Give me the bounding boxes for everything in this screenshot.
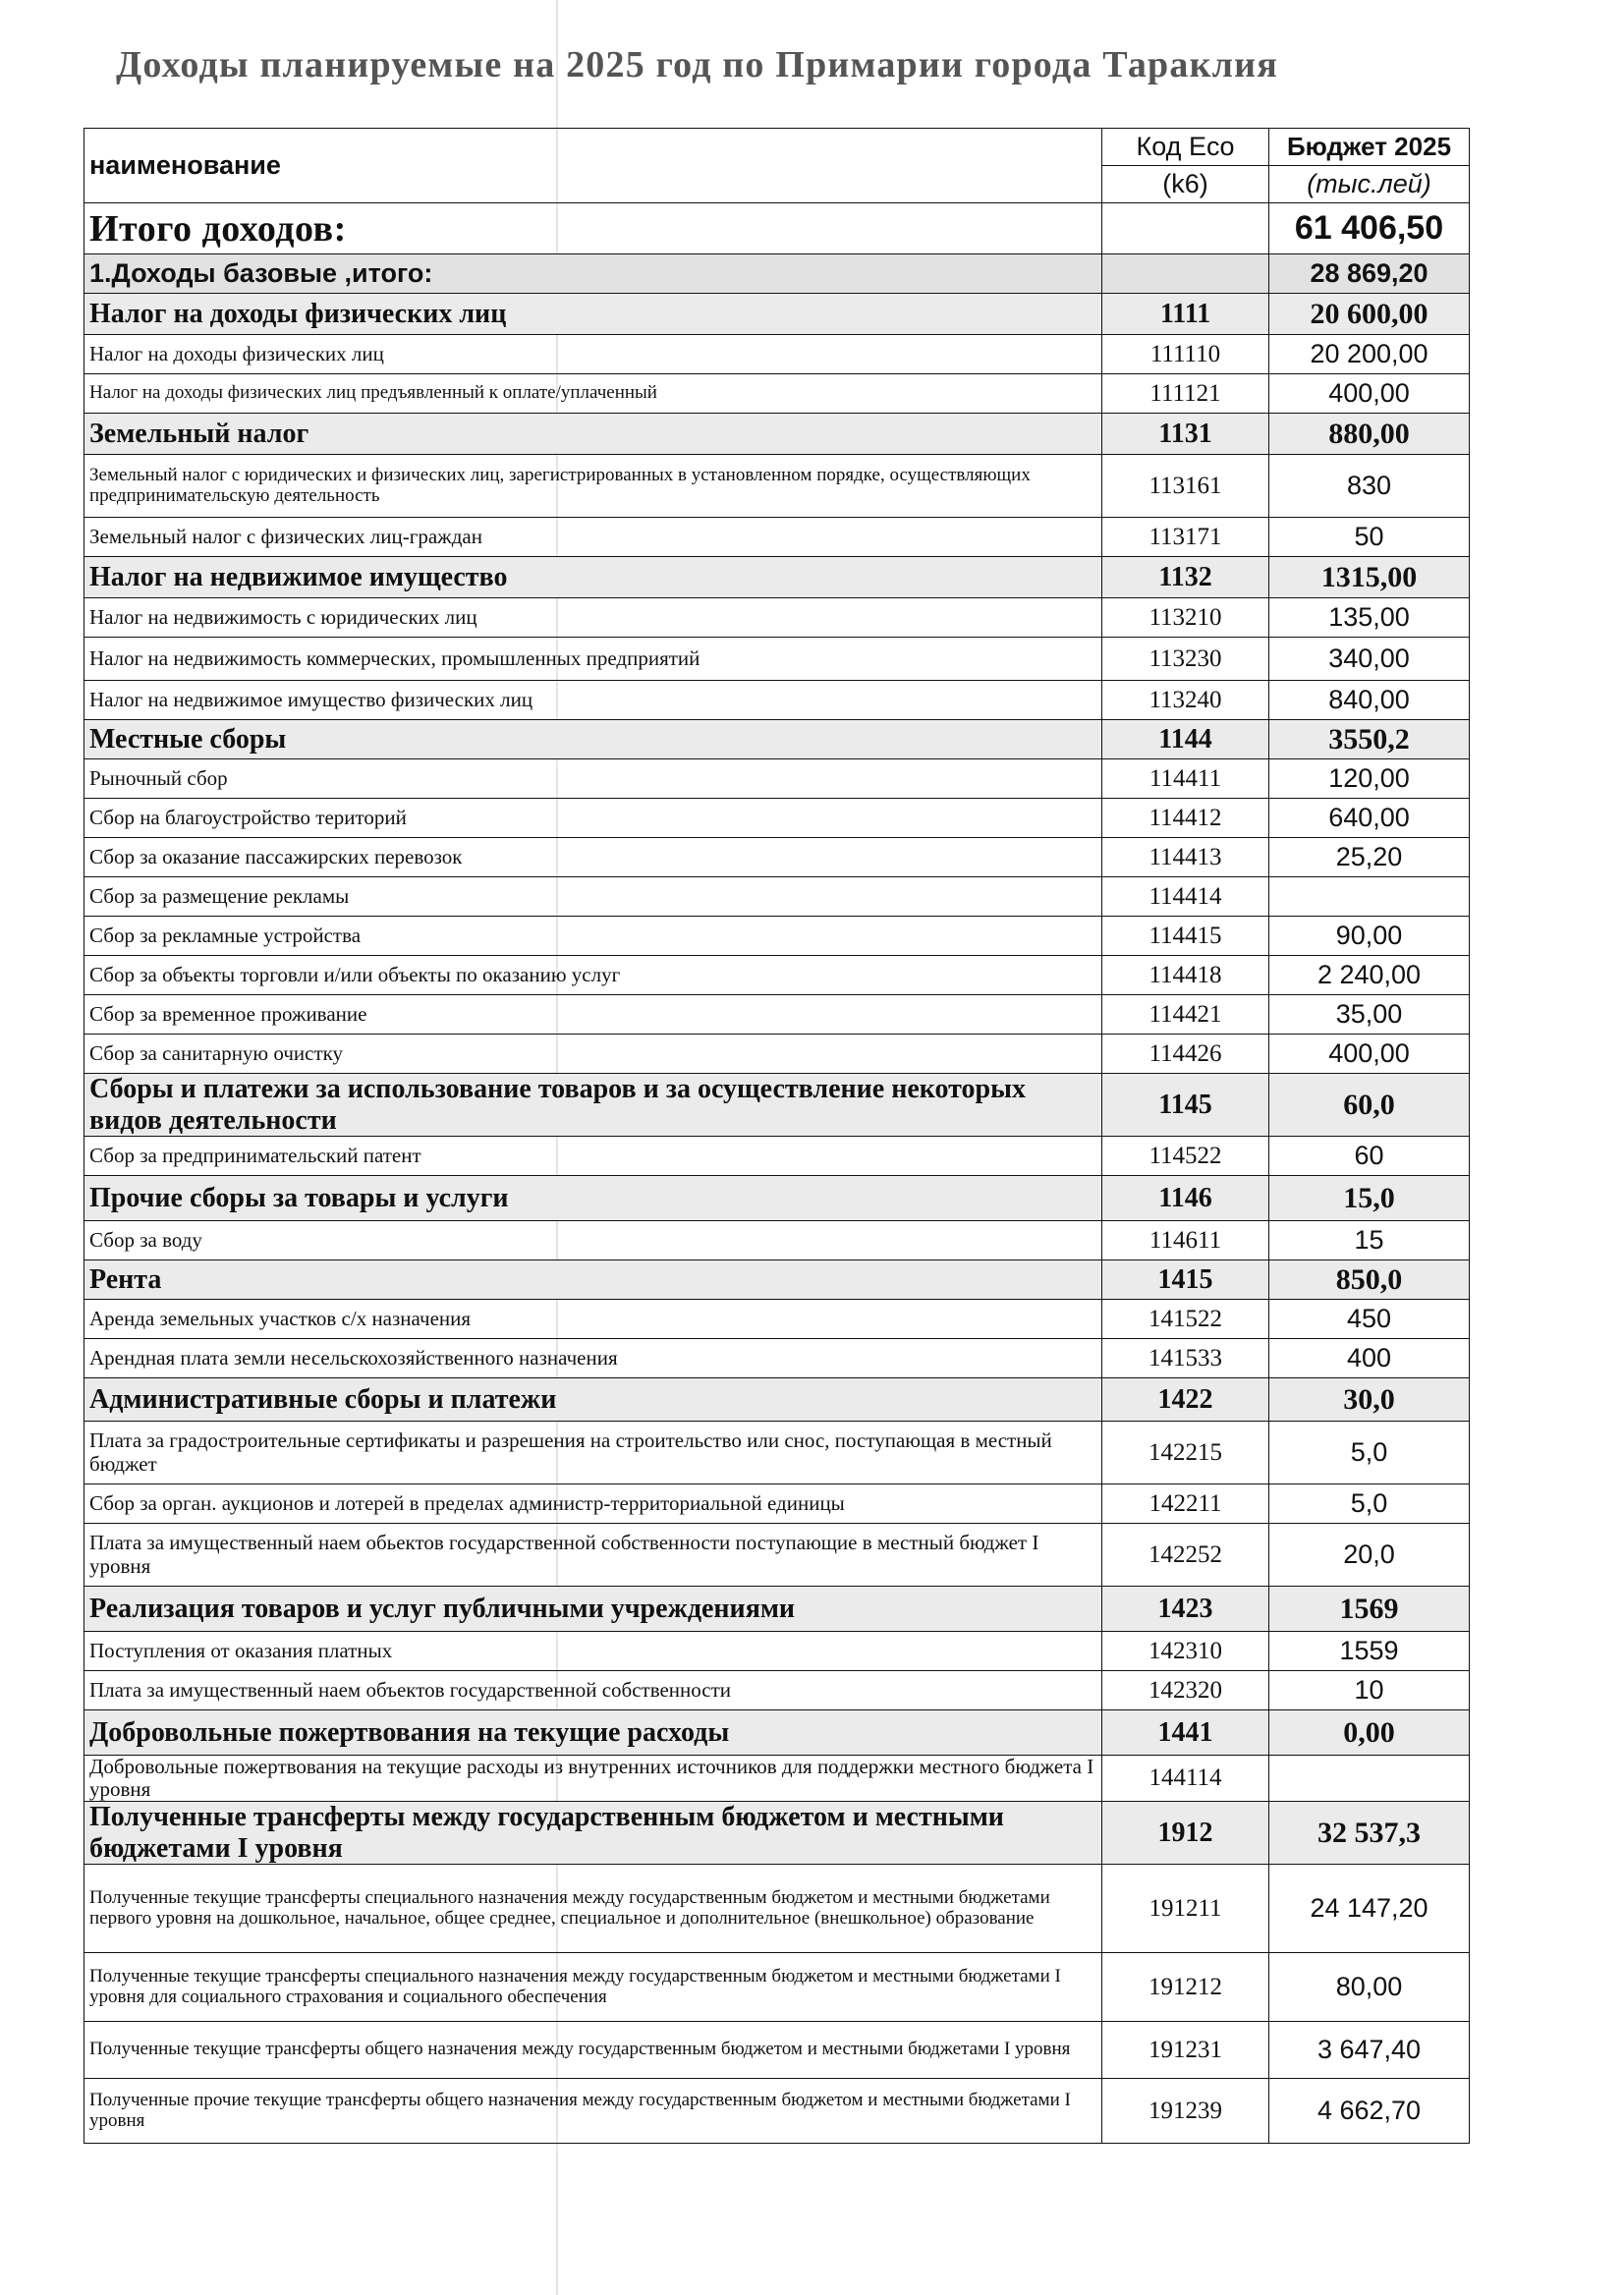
row-code: 114413 <box>1102 838 1269 877</box>
row-code: 142310 <box>1102 1632 1269 1671</box>
row-code: 191211 <box>1102 1865 1269 1953</box>
row-code: 141533 <box>1102 1339 1269 1378</box>
table-row <box>84 838 1470 877</box>
table-row <box>84 203 1470 254</box>
table-row <box>84 877 1470 917</box>
row-name: Сбор за оказание пассажирских перевозок <box>84 838 1102 877</box>
table-row <box>84 1710 1470 1756</box>
page-title: Доходы планируемые на 2025 год по Примарии города Тараклия <box>116 44 1279 85</box>
row-name: Налог на недвижимость коммерческих, промышленных предприятий <box>84 638 1102 681</box>
row-value: 850,0 <box>1269 1260 1470 1300</box>
row-value: 830 <box>1269 455 1470 518</box>
row-name: Сбор на благоустройство територий <box>84 799 1102 838</box>
row-value: 61 406,50 <box>1269 203 1470 254</box>
row-value: 35,00 <box>1269 995 1470 1035</box>
row-code: 114414 <box>1102 877 1269 917</box>
row-name: Поступления от оказания платных <box>84 1632 1102 1671</box>
row-name: Полученные текущие трансферты специального назначения между государственным бюджетом и местными бюджетами I уровня для социального страхования и социального обеспечения <box>84 1953 1102 2022</box>
row-value: 450 <box>1269 1300 1470 1339</box>
row-code: 1111 <box>1102 294 1269 335</box>
table-row <box>84 455 1470 518</box>
table-row <box>84 598 1470 638</box>
row-name: Налог на доходы физических лиц <box>84 294 1102 335</box>
row-name: Налог на недвижимое имущество физических лиц <box>84 681 1102 720</box>
row-name: Земельный налог с физических лиц-граждан <box>84 518 1102 557</box>
row-name: Реализация товаров и услуг публичными учреждениями <box>84 1587 1102 1632</box>
table-row <box>84 335 1470 374</box>
row-code: 142252 <box>1102 1524 1269 1587</box>
table-row <box>84 917 1470 956</box>
row-value: 28 869,20 <box>1269 254 1470 294</box>
row-code: 1415 <box>1102 1260 1269 1300</box>
row-name: Плата за имущественный наем обьектов государственной собственности поступающие в местный бюджет I уровня <box>84 1524 1102 1587</box>
row-code: 113210 <box>1102 598 1269 638</box>
table-row <box>84 1632 1470 1671</box>
row-value: 120,00 <box>1269 759 1470 799</box>
row-code: 1146 <box>1102 1176 1269 1221</box>
table-row <box>84 681 1470 720</box>
table-row <box>84 1260 1470 1300</box>
row-code: 114418 <box>1102 956 1269 995</box>
row-name: Добровольные пожертвования на текущие расходы <box>84 1710 1102 1756</box>
row-code <box>1102 254 1269 294</box>
table-row <box>84 1300 1470 1339</box>
row-value: 2 240,00 <box>1269 956 1470 995</box>
row-value: 1315,00 <box>1269 557 1470 598</box>
row-value: 32 537,3 <box>1269 1802 1470 1865</box>
row-value: 15,0 <box>1269 1176 1470 1221</box>
table-row <box>84 1587 1470 1632</box>
row-value: 15 <box>1269 1221 1470 1260</box>
row-code: 114426 <box>1102 1035 1269 1074</box>
row-code: 1423 <box>1102 1587 1269 1632</box>
table-row <box>84 1865 1470 1953</box>
table-row <box>84 1137 1470 1176</box>
row-value <box>1269 1756 1470 1802</box>
table-row <box>84 1524 1470 1587</box>
row-value: 10 <box>1269 1671 1470 1710</box>
row-value: 20 600,00 <box>1269 294 1470 335</box>
header-code-unit: (k6) <box>1102 166 1269 203</box>
row-code: 114415 <box>1102 917 1269 956</box>
row-value: 400,00 <box>1269 1035 1470 1074</box>
revenue-table <box>84 128 1470 2144</box>
row-code: 142215 <box>1102 1422 1269 1484</box>
row-code: 114611 <box>1102 1221 1269 1260</box>
table-row <box>84 799 1470 838</box>
row-code: 191212 <box>1102 1953 1269 2022</box>
table-row <box>84 557 1470 598</box>
row-name: Сбор за временное проживание <box>84 995 1102 1035</box>
row-value: 60 <box>1269 1137 1470 1176</box>
row-code: 114522 <box>1102 1137 1269 1176</box>
row-code: 1131 <box>1102 414 1269 455</box>
row-name: Рента <box>84 1260 1102 1300</box>
row-code: 114412 <box>1102 799 1269 838</box>
row-code: 111110 <box>1102 335 1269 374</box>
row-name: Сборы и платежи за использование товаров и за осуществление некоторых видов деятельности <box>84 1074 1102 1137</box>
row-name: Плата за градостроительные сертификаты и разрешения на строительство или снос, поступающая в местный бюджет <box>84 1422 1102 1484</box>
row-value: 90,00 <box>1269 917 1470 956</box>
row-name: Рыночный сбор <box>84 759 1102 799</box>
header-code: Код Eco <box>1102 129 1269 166</box>
row-name: Сбор за предпринимательский патент <box>84 1137 1102 1176</box>
row-code: 1144 <box>1102 720 1269 759</box>
table-row <box>84 1802 1470 1865</box>
row-name: Налог на недвижимое имущество <box>84 557 1102 598</box>
row-value: 640,00 <box>1269 799 1470 838</box>
row-name: Сбор за орган. аукционов и лотерей в пределах администр-территориальной единицы <box>84 1484 1102 1524</box>
row-value: 50 <box>1269 518 1470 557</box>
row-value: 3550,2 <box>1269 720 1470 759</box>
table-row <box>84 759 1470 799</box>
row-code: 191231 <box>1102 2022 1269 2079</box>
table-row <box>84 1378 1470 1422</box>
row-code: 1145 <box>1102 1074 1269 1137</box>
row-code: 114411 <box>1102 759 1269 799</box>
row-name: Налог на доходы физических лиц предъявленный к оплате/уплаченный <box>84 374 1102 414</box>
row-code: 1441 <box>1102 1710 1269 1756</box>
row-name: Плата за имущественный наем объектов государственной собственности <box>84 1671 1102 1710</box>
row-value: 30,0 <box>1269 1378 1470 1422</box>
table-row <box>84 1221 1470 1260</box>
row-name: Местные сборы <box>84 720 1102 759</box>
row-value: 4 662,70 <box>1269 2079 1470 2144</box>
row-name: Полученные текущие трансферты общего назначения между государственным бюджетом и местными бюджетами I уровня <box>84 2022 1102 2079</box>
table-row <box>84 1176 1470 1221</box>
row-name: Аренда земельных участков с/х назначения <box>84 1300 1102 1339</box>
row-value: 3 647,40 <box>1269 2022 1470 2079</box>
row-name: 1.Доходы базовые ,итого: <box>84 254 1102 294</box>
row-value: 1559 <box>1269 1632 1470 1671</box>
row-code: 141522 <box>1102 1300 1269 1339</box>
row-code: 1132 <box>1102 557 1269 598</box>
row-value: 5,0 <box>1269 1484 1470 1524</box>
row-name: Полученные текущие трансферты специального назначения между государственным бюджетом и местными бюджетами первого уровня на дошкольное, начальное, общее среднее, специальное и дополнительное (внешкольное) образование <box>84 1865 1102 1953</box>
table-row <box>84 1953 1470 2022</box>
row-code: 114421 <box>1102 995 1269 1035</box>
row-value: 880,00 <box>1269 414 1470 455</box>
row-value: 5,0 <box>1269 1422 1470 1484</box>
row-name: Сбор за санитарную очистку <box>84 1035 1102 1074</box>
row-value: 840,00 <box>1269 681 1470 720</box>
row-value: 20,0 <box>1269 1524 1470 1587</box>
row-value: 135,00 <box>1269 598 1470 638</box>
row-value: 0,00 <box>1269 1710 1470 1756</box>
row-name: Административные сборы и платежи <box>84 1378 1102 1422</box>
row-value: 20 200,00 <box>1269 335 1470 374</box>
table-row <box>84 518 1470 557</box>
row-name: Итого доходов: <box>84 203 1102 254</box>
row-name: Налог на недвижимость с юридических лиц <box>84 598 1102 638</box>
row-code: 113171 <box>1102 518 1269 557</box>
row-name: Добровольные пожертвования на текущие расходы из внутренних источников для поддержки местного бюджета I уровня <box>84 1756 1102 1802</box>
row-name: Полученные трансферты между государственным бюджетом и местными бюджетами I уровня <box>84 1802 1102 1865</box>
row-name: Полученные прочие текущие трансферты общего назначения между государственным бюджетом и местными бюджетами I уровня <box>84 2079 1102 2144</box>
row-value: 400 <box>1269 1339 1470 1378</box>
row-code: 142211 <box>1102 1484 1269 1524</box>
row-value: 340,00 <box>1269 638 1470 681</box>
row-value: 80,00 <box>1269 1953 1470 2022</box>
table-row <box>84 254 1470 294</box>
table-row <box>84 1339 1470 1378</box>
row-code: 144114 <box>1102 1756 1269 1802</box>
row-code: 1912 <box>1102 1802 1269 1865</box>
table-row <box>84 1756 1470 1802</box>
row-code: 113161 <box>1102 455 1269 518</box>
table-row <box>84 720 1470 759</box>
row-code: 111121 <box>1102 374 1269 414</box>
row-code: 113240 <box>1102 681 1269 720</box>
table-row <box>84 638 1470 681</box>
row-code: 1422 <box>1102 1378 1269 1422</box>
row-name: Сбор за размещение рекламы <box>84 877 1102 917</box>
row-value: 25,20 <box>1269 838 1470 877</box>
row-value <box>1269 877 1470 917</box>
row-name: Земельный налог <box>84 414 1102 455</box>
table-row <box>84 414 1470 455</box>
row-code <box>1102 203 1269 254</box>
row-value: 1569 <box>1269 1587 1470 1632</box>
row-value: 60,0 <box>1269 1074 1470 1137</box>
header-row <box>84 129 1470 166</box>
table-row <box>84 956 1470 995</box>
row-name: Сбор за воду <box>84 1221 1102 1260</box>
table-row <box>84 374 1470 414</box>
row-value: 400,00 <box>1269 374 1470 414</box>
row-code: 191239 <box>1102 2079 1269 2144</box>
table-row <box>84 995 1470 1035</box>
row-code: 113230 <box>1102 638 1269 681</box>
table-row <box>84 1484 1470 1524</box>
table-row <box>84 2022 1470 2079</box>
row-name: Арендная плата земли несельскохозяйственного назначения <box>84 1339 1102 1378</box>
row-name: Сбор за объекты торговли и/или объекты по оказанию услуг <box>84 956 1102 995</box>
table-row <box>84 1074 1470 1137</box>
table-row <box>84 1671 1470 1710</box>
row-name: Налог на доходы физических лиц <box>84 335 1102 374</box>
row-value: 24 147,20 <box>1269 1865 1470 1953</box>
row-name: Сбор за рекламные устройства <box>84 917 1102 956</box>
table-row <box>84 294 1470 335</box>
table-row <box>84 2079 1470 2144</box>
header-budget-unit: (тыс.лей) <box>1269 166 1470 203</box>
row-name: Прочие сборы за товары и услуги <box>84 1176 1102 1221</box>
header-budget: Бюджет 2025 <box>1269 129 1470 166</box>
table-row <box>84 1035 1470 1074</box>
row-name: Земельный налог с юридических и физических лиц, зарегистрированных в установленном порядке, осуществляющих предпринимательскую деятельность <box>84 455 1102 518</box>
row-code: 142320 <box>1102 1671 1269 1710</box>
table-row <box>84 1422 1470 1484</box>
header-name: наименование <box>84 129 1102 203</box>
